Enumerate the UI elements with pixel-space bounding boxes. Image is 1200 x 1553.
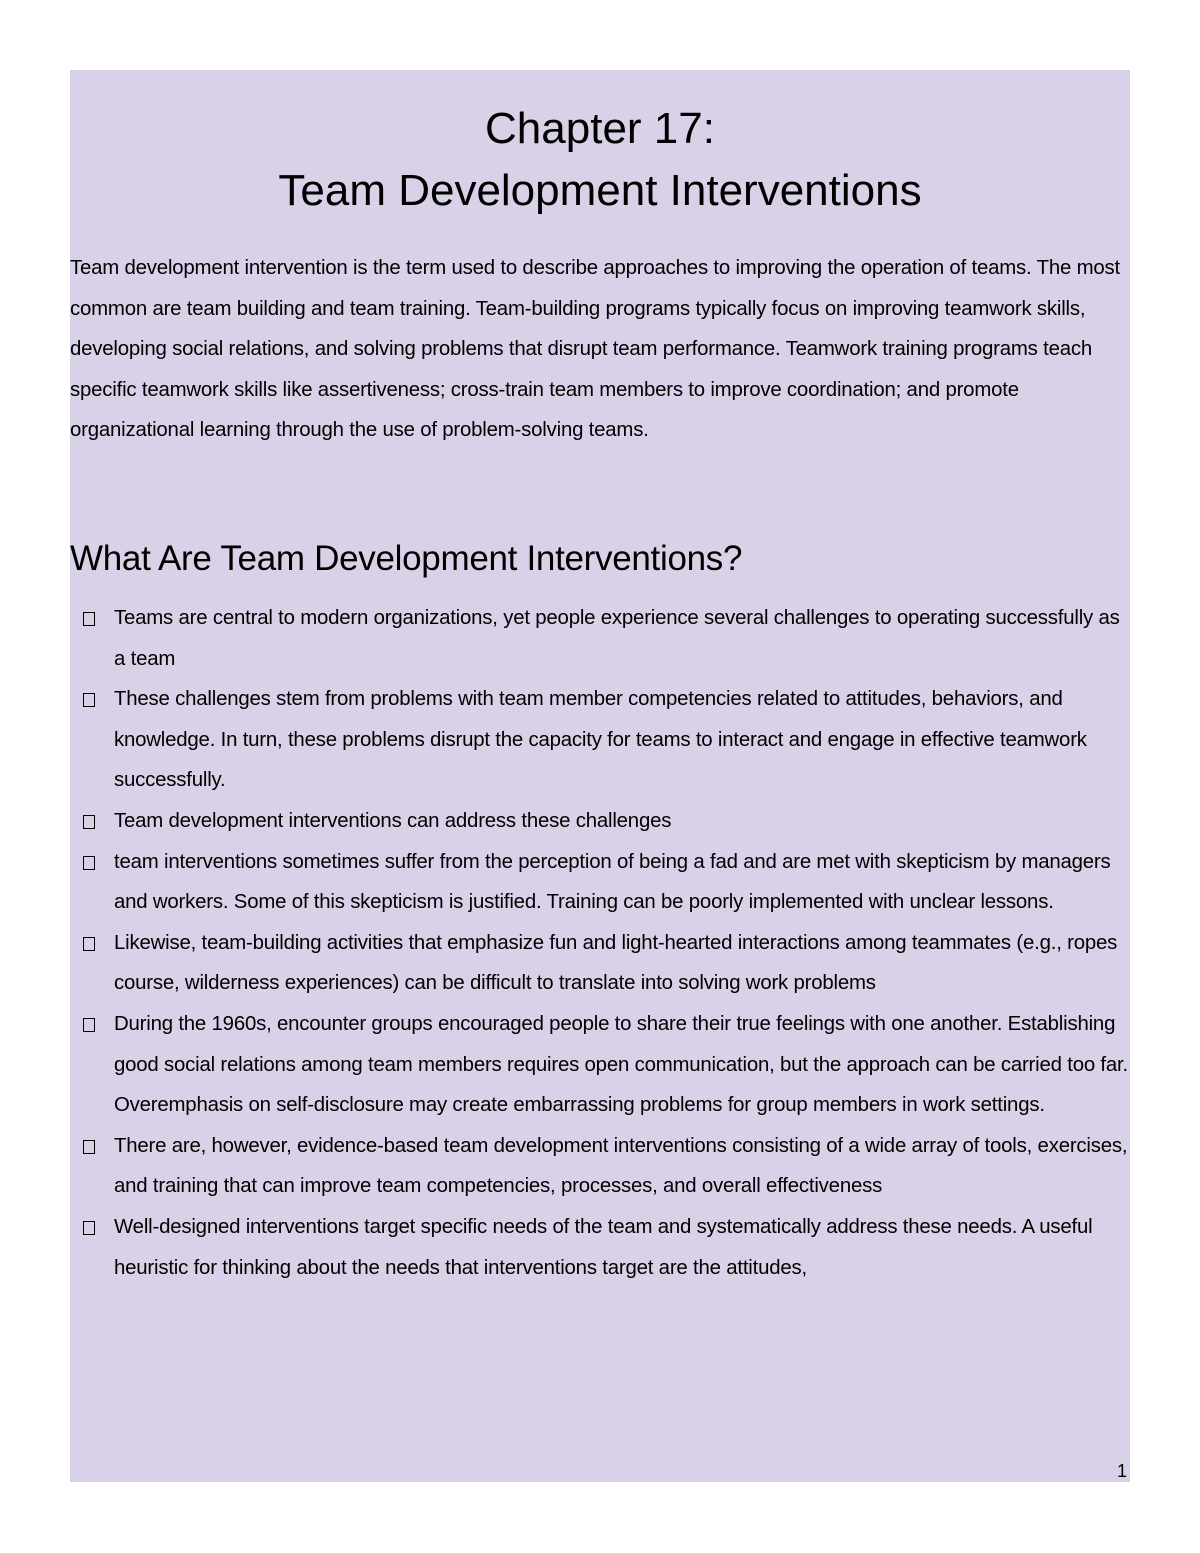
list-item-text: During the 1960s, encounter groups encouraged people to share their true feelings with one another. Establishing good social relations among team members requires open communication, but the approach can be carried too far. Overemphasis on self-disclosure may create embarrassing problems for group members in work settings. xyxy=(114,1012,1128,1117)
list-item xyxy=(70,842,1132,923)
list-item xyxy=(70,1004,1132,1126)
list-item-text: Likewise, team-building activities that emphasize fun and light-hearted interactions among teammates (e.g., ropes course, wilderness experiences) can be difficult to translate into solving work problems xyxy=(114,931,1118,995)
list-item-text: team interventions sometimes suffer from the perception of being a fad and are met with skepticism by managers and workers. Some of this skepticism is justified. Training can be poorly implemented with unclear lessons. xyxy=(114,850,1111,914)
intro-paragraph: Team development intervention is the term used to describe approaches to improving the operation of teams. The most common are team building and team training. Team-building programs typically focus on improving teamwork skills, developing social relations, and solving problems that disrupt team performance. Teamwork training programs teach specific teamwork skills like assertiveness; cross-train team members to improve coordination; and promote organizational learning through the use of problem-solving teams. xyxy=(70,257,1120,442)
page-number: 1 xyxy=(1117,1461,1128,1481)
list-item xyxy=(70,1126,1132,1207)
list-item-text: Teams are central to modern organizations, yet people experience several challenges to operating successfully as a team xyxy=(114,607,1120,670)
list-item-text: Team development interventions can address these challenges xyxy=(114,809,672,832)
title-line-1: Chapter 17: xyxy=(485,104,715,153)
square-bullet-icon xyxy=(83,856,95,870)
list-item xyxy=(70,679,1132,801)
square-bullet-icon xyxy=(83,1018,95,1032)
list-item-text: There are, however, evidence-based team development interventions consisting of a wide array of tools, exercises, and training that can improve team competencies, processes, and overall effectiveness xyxy=(114,1134,1128,1198)
square-bullet-icon xyxy=(83,1140,95,1154)
list-item-text: Well-designed interventions target specific needs of the team and systematically address these needs. A useful heuristic for thinking about the needs that interventions target are the attitudes, xyxy=(114,1215,1093,1279)
list-item xyxy=(70,598,1132,679)
square-bullet-icon xyxy=(83,1221,95,1235)
list-item xyxy=(70,801,1132,842)
list-item-text: These challenges stem from problems with team member competencies related to attitudes, behaviors, and knowledge. In turn, these problems disrupt the capacity for teams to interact and engage in effective teamwork successfully. xyxy=(114,688,1087,792)
list-item xyxy=(70,923,1132,1004)
list-item xyxy=(70,1207,1132,1288)
title-line-2: Team Development Interventions xyxy=(278,166,922,215)
section-heading: What Are Team Development Interventions? xyxy=(70,539,743,578)
page-title xyxy=(0,98,1200,222)
square-bullet-icon xyxy=(83,815,95,829)
square-bullet-icon xyxy=(83,937,95,951)
square-bullet-icon xyxy=(83,693,95,707)
bullet-list xyxy=(70,598,1132,1288)
square-bullet-icon xyxy=(83,612,95,626)
